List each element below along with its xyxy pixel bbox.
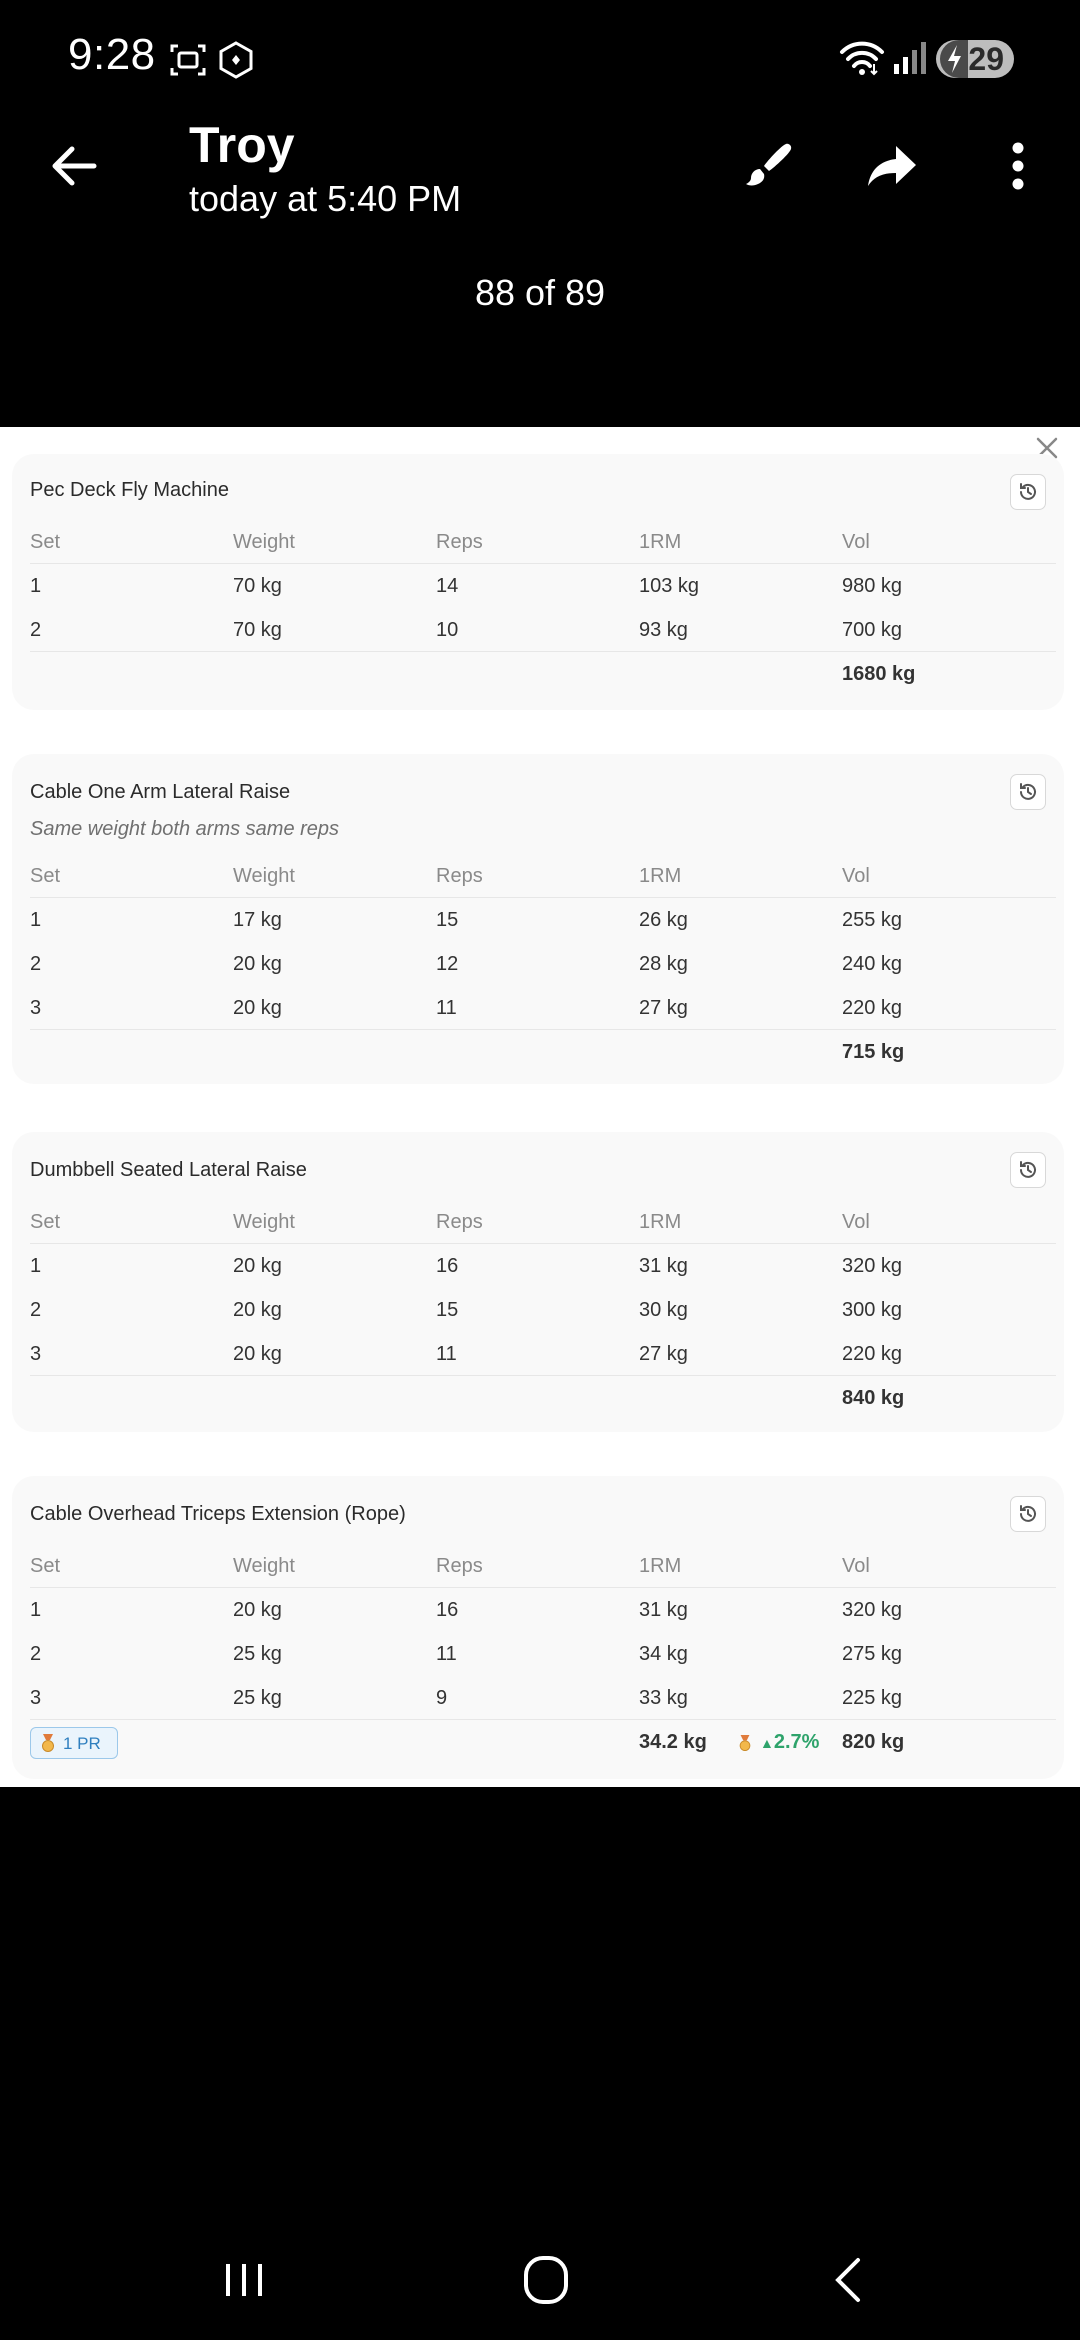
col-weight: Weight	[233, 1555, 295, 1577]
table-row	[30, 564, 1056, 608]
pr-count: 1 PR	[63, 1733, 101, 1753]
col-weight: Weight	[233, 865, 295, 887]
cell-reps: 14	[436, 575, 459, 597]
table-row	[30, 1588, 1056, 1632]
col-set: Set	[30, 1555, 61, 1577]
col-1rm: 1RM	[639, 531, 682, 553]
cell-reps: 12	[436, 953, 459, 975]
image-counter: 88 of 89	[474, 272, 606, 313]
table-row	[30, 942, 1056, 986]
col-set: Set	[30, 1211, 61, 1233]
exercise-name: Cable One Arm Lateral Raise	[30, 781, 291, 803]
cell-weight: 25 kg	[233, 1643, 282, 1665]
hexagon-app-icon	[216, 40, 256, 85]
cell-1rm: 93 kg	[639, 619, 688, 641]
exercise-card	[12, 754, 1064, 1084]
cell-weight: 20 kg	[233, 1599, 282, 1621]
col-vol: Vol	[842, 1555, 870, 1577]
col-weight: Weight	[233, 531, 295, 553]
cell-1rm: 27 kg	[639, 997, 688, 1019]
cell-vol: 275 kg	[842, 1643, 903, 1665]
table-header	[30, 520, 1056, 564]
cell-weight: 20 kg	[233, 1255, 282, 1277]
cell-1rm: 28 kg	[639, 953, 688, 975]
battery-level: 29	[968, 40, 1004, 77]
share-arrow-icon	[862, 136, 922, 196]
cell-set: 3	[30, 997, 42, 1019]
history-button[interactable]	[1010, 474, 1046, 510]
table-row	[30, 986, 1056, 1030]
pr-badge[interactable]	[30, 1727, 118, 1759]
cell-1rm: 31 kg	[639, 1255, 688, 1277]
paintbrush-icon	[736, 136, 796, 196]
table-row	[30, 1288, 1056, 1332]
col-reps: Reps	[436, 865, 483, 887]
total-volume: 840 kg	[842, 1387, 905, 1409]
cell-weight: 20 kg	[233, 1299, 282, 1321]
history-icon	[1017, 1503, 1039, 1525]
home-button[interactable]	[516, 2250, 576, 2310]
cell-1rm: 33 kg	[639, 1687, 688, 1709]
back-button[interactable]	[44, 136, 104, 196]
pr-1rm: 34.2 kg	[639, 1731, 707, 1753]
col-reps: Reps	[436, 1555, 483, 1577]
col-vol: Vol	[842, 1211, 870, 1233]
share-button[interactable]	[862, 136, 922, 196]
arrow-up-icon: ▲	[760, 1735, 774, 1751]
recents-icon	[214, 2250, 274, 2310]
cell-set: 2	[30, 1299, 42, 1321]
more-options-button[interactable]	[988, 136, 1048, 196]
exercise-card	[12, 1476, 1064, 1779]
pr-change	[760, 1720, 819, 1765]
col-vol: Vol	[842, 531, 870, 553]
table-header	[30, 1544, 1056, 1588]
cell-vol: 225 kg	[842, 1687, 903, 1709]
pr-change-value: 2.7%	[773, 1731, 820, 1753]
screen-recorder-icon	[168, 40, 208, 85]
cell-vol: 700 kg	[842, 619, 903, 641]
history-icon	[1017, 781, 1039, 803]
battery-indicator	[936, 40, 1014, 78]
total-volume: 1680 kg	[842, 663, 916, 685]
cell-weight: 20 kg	[233, 997, 282, 1019]
cell-vol: 255 kg	[842, 909, 903, 931]
cell-weight: 25 kg	[233, 1687, 282, 1709]
cell-weight: 70 kg	[233, 575, 282, 597]
cell-vol: 320 kg	[842, 1255, 903, 1277]
col-set: Set	[30, 531, 61, 553]
cell-weight: 17 kg	[233, 909, 282, 931]
sent-time: today at 5:40 PM	[189, 178, 462, 219]
exercise-name: Cable Overhead Triceps Extension (Rope)	[30, 1503, 406, 1525]
exercise-note: Same weight both arms same reps	[30, 818, 340, 840]
charging-icon	[940, 40, 968, 78]
table-row	[30, 1244, 1056, 1288]
cell-weight: 70 kg	[233, 619, 282, 641]
cell-set: 1	[30, 1255, 42, 1277]
col-reps: Reps	[436, 531, 483, 553]
history-button[interactable]	[1010, 1496, 1046, 1532]
nav-back-button[interactable]	[820, 2250, 880, 2310]
cell-set: 1	[30, 909, 42, 931]
col-vol: Vol	[842, 865, 870, 887]
medal-icon	[39, 1733, 57, 1753]
edit-button[interactable]	[736, 136, 796, 196]
cell-weight: 20 kg	[233, 953, 282, 975]
wifi-icon	[838, 38, 886, 83]
cell-weight: 20 kg	[233, 1343, 282, 1365]
cell-1rm: 27 kg	[639, 1343, 688, 1365]
total-row	[30, 1720, 1056, 1764]
cell-reps: 11	[436, 997, 457, 1019]
cell-set: 3	[30, 1343, 42, 1365]
cell-reps: 15	[436, 909, 459, 931]
exercise-name: Pec Deck Fly Machine	[30, 479, 229, 501]
cell-vol: 220 kg	[842, 997, 903, 1019]
cell-reps: 11	[436, 1643, 457, 1665]
total-volume: 820 kg	[842, 1731, 905, 1753]
cell-1rm: 31 kg	[639, 1599, 688, 1621]
table-row	[30, 898, 1056, 942]
col-set: Set	[30, 865, 61, 887]
cell-vol: 980 kg	[842, 575, 903, 597]
cell-reps: 10	[436, 619, 459, 641]
cell-set: 2	[30, 619, 42, 641]
cell-set: 2	[30, 1643, 42, 1665]
cell-vol: 240 kg	[842, 953, 903, 975]
home-icon	[516, 2250, 576, 2310]
col-1rm: 1RM	[639, 1555, 682, 1577]
cell-reps: 16	[436, 1599, 459, 1621]
total-row	[30, 1030, 1056, 1074]
signal-icon	[890, 38, 930, 83]
cell-vol: 320 kg	[842, 1599, 903, 1621]
total-row	[30, 1376, 1056, 1420]
medal-icon	[737, 1720, 753, 1764]
cell-reps: 9	[436, 1687, 448, 1709]
table-row	[30, 1676, 1056, 1720]
cell-1rm: 26 kg	[639, 909, 688, 931]
history-icon	[1017, 1159, 1039, 1181]
more-vertical-icon	[988, 136, 1048, 196]
arrow-left-icon	[44, 136, 104, 196]
status-time: 9:28	[68, 30, 156, 79]
cell-vol: 300 kg	[842, 1299, 903, 1321]
history-button[interactable]	[1010, 774, 1046, 810]
table-row	[30, 608, 1056, 652]
status-bar	[0, 0, 1080, 120]
workout-summary	[0, 427, 1080, 1787]
table-row	[30, 1632, 1056, 1676]
sender-name: Troy	[189, 117, 295, 173]
history-button[interactable]	[1010, 1152, 1046, 1188]
total-row	[30, 652, 1056, 696]
col-1rm: 1RM	[639, 865, 682, 887]
col-weight: Weight	[233, 1211, 295, 1233]
exercise-card	[12, 1132, 1064, 1432]
cell-set: 1	[30, 1599, 42, 1621]
cell-reps: 15	[436, 1299, 459, 1321]
cell-vol: 220 kg	[842, 1343, 903, 1365]
cell-set: 3	[30, 1687, 42, 1709]
cell-1rm: 30 kg	[639, 1299, 688, 1321]
recent-apps-button[interactable]	[214, 2250, 274, 2310]
table-row	[30, 1332, 1056, 1376]
table-header	[30, 1200, 1056, 1244]
table-header	[30, 854, 1056, 898]
chevron-left-icon	[820, 2250, 880, 2310]
cell-set: 2	[30, 953, 42, 975]
history-icon	[1017, 481, 1039, 503]
cell-set: 1	[30, 575, 42, 597]
cell-reps: 16	[436, 1255, 459, 1277]
col-reps: Reps	[436, 1211, 483, 1233]
exercise-name: Dumbbell Seated Lateral Raise	[30, 1159, 307, 1181]
cell-1rm: 34 kg	[639, 1643, 688, 1665]
col-1rm: 1RM	[639, 1211, 682, 1233]
cell-reps: 11	[436, 1343, 457, 1365]
cell-1rm: 103 kg	[639, 575, 700, 597]
total-volume: 715 kg	[842, 1041, 905, 1063]
exercise-card	[12, 454, 1064, 710]
